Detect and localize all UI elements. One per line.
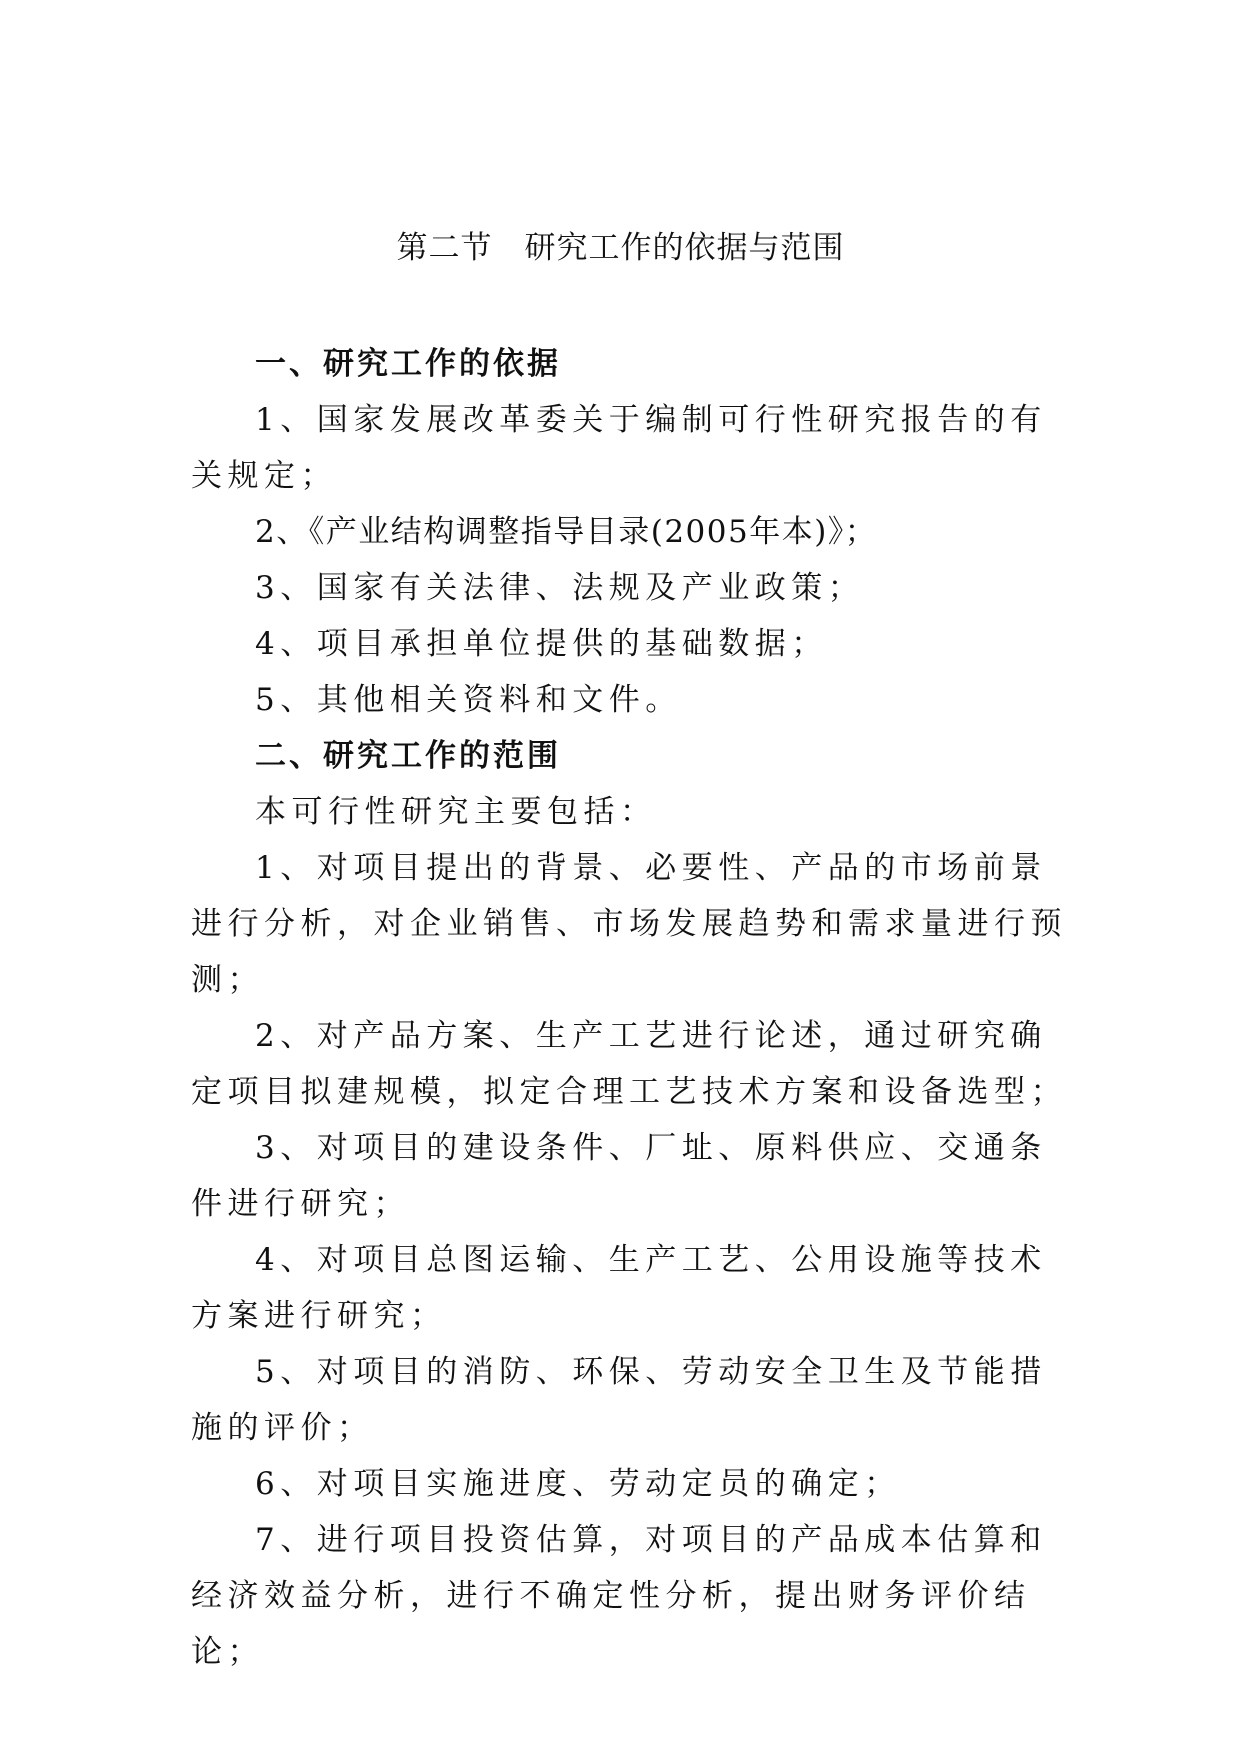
scope-item: 7、进行项目投资估算，对项目的产品成本估算和经济效益分析，进行不确定性分析，提出财务评价结论；	[191, 1522, 1047, 1670]
scope-item: 4、对项目总图运输、生产工艺、公用设施等技术方案进行研究；	[191, 1242, 1047, 1334]
scope-item: 6、对项目实施进度、劳动定员的确定；	[255, 1466, 901, 1502]
basis-item: 4、项目承担单位提供的基础数据；	[255, 626, 828, 662]
basis-item: 5、其他相关资料和文件。	[255, 682, 682, 718]
basis-item: 2、《产业结构调整指导目录(2005年本)》；	[255, 514, 878, 550]
basis-item: 1、国家发展改革委关于编制可行性研究报告的有关规定；	[191, 402, 1047, 494]
section-number: 第二节	[396, 230, 493, 266]
section-title	[0, 224, 1241, 272]
scope-item: 5、对项目的消防、环保、劳动安全卫生及节能措施的评价；	[191, 1354, 1047, 1446]
scope-item: 2、对产品方案、生产工艺进行论述，通过研究确定项目拟建规模，拟定合理工艺技术方案和设备选型；	[191, 1018, 1067, 1110]
scope-intro: 本可行性研究主要包括：	[255, 794, 657, 830]
section-title-text: 研究工作的依据与范围	[524, 230, 845, 266]
scope-item: 3、对项目的建设条件、厂址、原料供应、交通条件进行研究；	[191, 1130, 1047, 1222]
scope-heading: 二、研究工作的范围	[255, 738, 561, 774]
basis-item: 3、国家有关法律、法规及产业政策；	[255, 570, 865, 606]
scope-item: 1、对项目提出的背景、必要性、产品的市场前景进行分析，对企业销售、市场发展趋势和需求量进行预测；	[191, 850, 1067, 998]
basis-heading: 一、研究工作的依据	[255, 346, 561, 382]
document-body	[191, 336, 1071, 1680]
